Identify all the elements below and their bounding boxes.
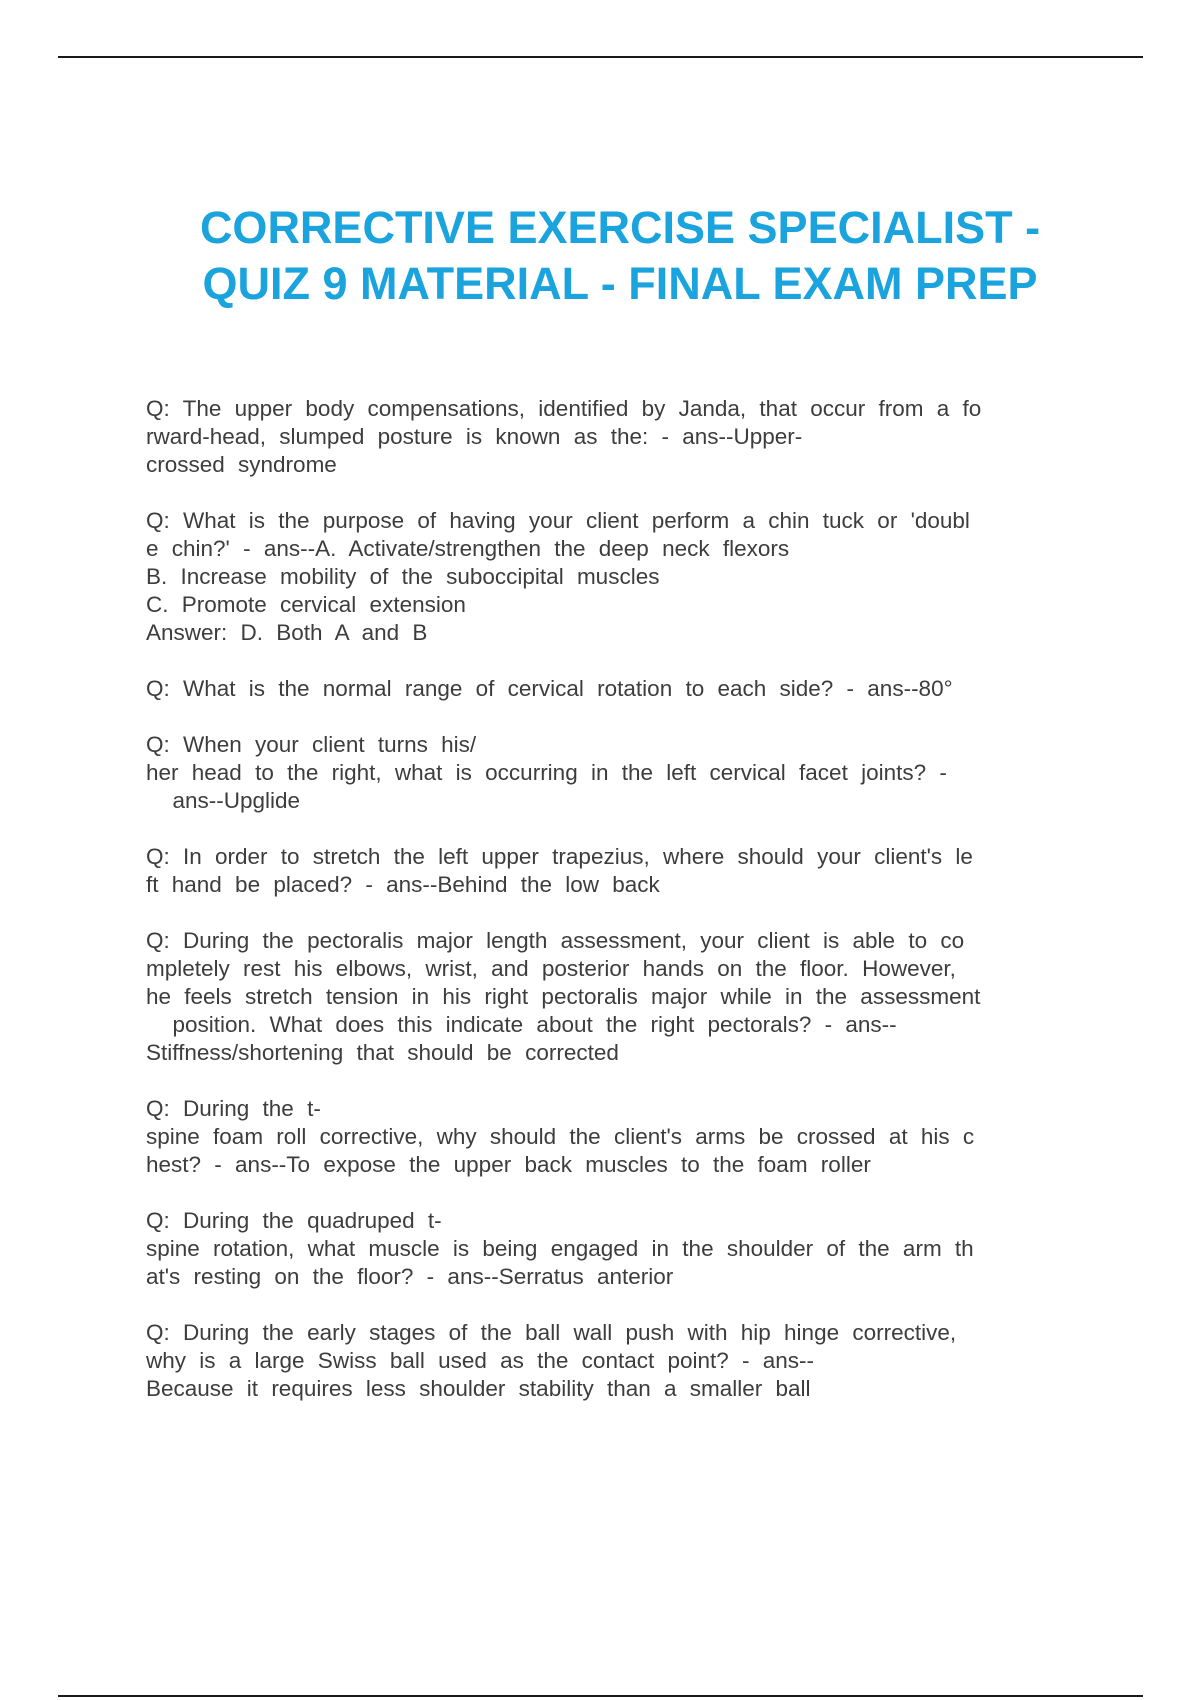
question-line: Q: When your client turns his/ xyxy=(146,732,477,757)
question-line: spine rotation, what muscle is being engaged in the shoulder of the arm th xyxy=(146,1236,974,1261)
header-rule xyxy=(58,56,1143,58)
question-line: position. What does this indicate about the right pectorals? - ans-- xyxy=(146,1012,897,1037)
question-item xyxy=(146,507,1086,647)
question-line: Q: During the pectoralis major length assessment, your client is able to co xyxy=(146,928,965,953)
question-line: Q: During the t- xyxy=(146,1096,321,1121)
question-line: Q: The upper body compensations, identified by Janda, that occur from a fo xyxy=(146,396,982,421)
question-item xyxy=(146,1207,1086,1291)
question-line: Q: In order to stretch the left upper trapezius, where should your client's le xyxy=(146,844,973,869)
question-line: Q: During the quadruped t- xyxy=(146,1208,442,1233)
question-item xyxy=(146,731,1086,815)
question-line: at's resting on the floor? - ans--Serratus anterior xyxy=(146,1264,674,1289)
question-line: he feels stretch tension in his right pectoralis major while in the assessment xyxy=(146,984,981,1009)
question-line: C. Promote cervical extension xyxy=(146,592,466,617)
question-line: ft hand be placed? - ans--Behind the low back xyxy=(146,872,660,897)
question-line: crossed syndrome xyxy=(146,452,337,477)
question-item xyxy=(146,675,1086,703)
question-line: why is a large Swiss ball used as the contact point? - ans-- xyxy=(146,1348,815,1373)
question-item xyxy=(146,1095,1086,1179)
question-line: Q: During the early stages of the ball wall push with hip hinge corrective, xyxy=(146,1320,957,1345)
question-line: hest? - ans--To expose the upper back muscles to the foam roller xyxy=(146,1152,871,1177)
question-line: e chin?' - ans--A. Activate/strengthen the deep neck flexors xyxy=(146,536,790,561)
question-line: mpletely rest his elbows, wrist, and posterior hands on the floor. However, xyxy=(146,956,956,981)
document-title xyxy=(0,200,1200,312)
question-line: Stiffness/shortening that should be corrected xyxy=(146,1040,619,1065)
title-line-1: CORRECTIVE EXERCISE SPECIALIST - xyxy=(199,202,1041,253)
question-list xyxy=(146,395,1086,1431)
question-line: B. Increase mobility of the suboccipital muscles xyxy=(146,564,660,589)
question-line: Q: What is the purpose of having your client perform a chin tuck or 'doubl xyxy=(146,508,970,533)
question-line: rward-head, slumped posture is known as the: - ans--Upper- xyxy=(146,424,803,449)
question-line: Q: What is the normal range of cervical rotation to each side? - ans--80° xyxy=(146,676,953,701)
question-item xyxy=(146,395,1086,479)
question-line: ans--Upglide xyxy=(146,788,301,813)
question-item xyxy=(146,927,1086,1067)
footer-rule xyxy=(58,1695,1143,1697)
question-line: Because it requires less shoulder stability than a smaller ball xyxy=(146,1376,811,1401)
title-line-2: QUIZ 9 MATERIAL - FINAL EXAM PREP xyxy=(202,258,1038,309)
question-line: her head to the right, what is occurring in the left cervical facet joints? - xyxy=(146,760,947,785)
question-item xyxy=(146,843,1086,899)
question-item xyxy=(146,1319,1086,1403)
question-line: Answer: D. Both A and B xyxy=(146,620,428,645)
question-line: spine foam roll corrective, why should the client's arms be crossed at his c xyxy=(146,1124,975,1149)
